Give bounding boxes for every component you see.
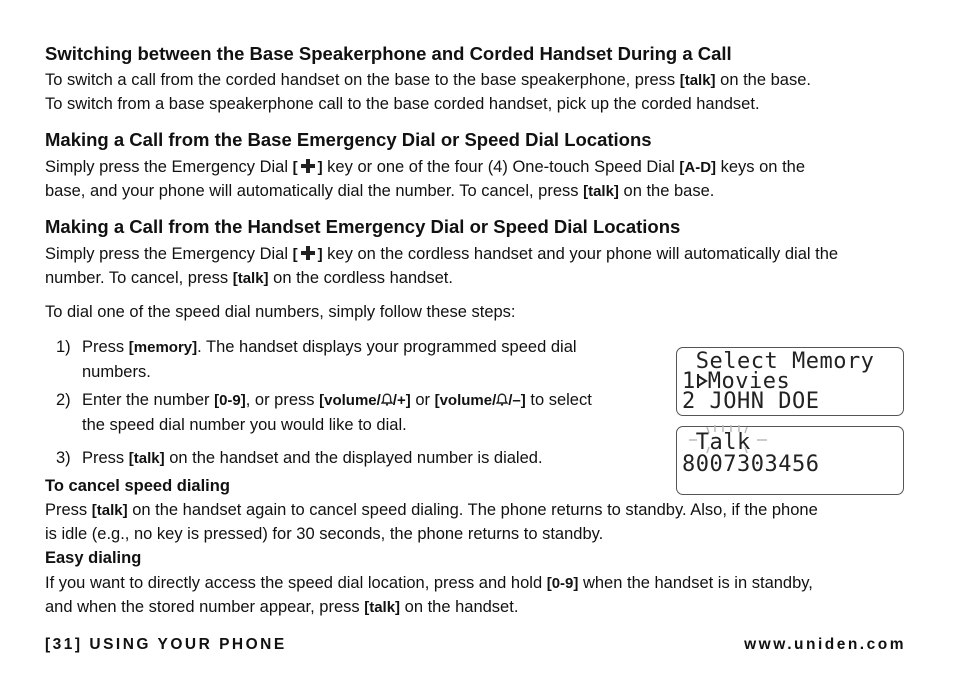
bell-icon (496, 393, 508, 406)
paragraph-easy-2 (45, 595, 518, 620)
text: on the handset and the displayed number is dialed. (164, 449, 543, 467)
text: the speed dial number you would like to dial. (82, 416, 407, 434)
number-keys-label: [0-9] (546, 575, 579, 592)
talk-key-label: [talk] (128, 450, 165, 467)
paragraph-base-2 (45, 179, 714, 204)
text: number. To cancel, press (45, 269, 233, 287)
text: on the base. (618, 182, 715, 200)
bell-icon (381, 393, 393, 406)
text: key or one of the four (4) One-touch Speed Dial (322, 158, 680, 176)
paragraph-switching-1 (45, 68, 811, 93)
steps-intro: To dial one of the speed dial numbers, simply follow these steps: (45, 303, 516, 321)
paragraph-switching-2: To switch from a base speakerphone call to the base corded handset, pick up the corded handset. (45, 95, 760, 113)
text: Simply press the Emergency Dial (45, 245, 293, 263)
text: Movies (707, 369, 791, 394)
arrow-cursor-icon (696, 372, 708, 390)
text: 1 (682, 369, 696, 394)
text: base, and your phone will automatically dial the number. To cancel, press (45, 182, 584, 200)
lcd-line: Select Memory (682, 349, 875, 374)
paragraph-easy-1 (45, 571, 813, 596)
text: on the base. (715, 71, 811, 89)
cross-icon (301, 246, 315, 260)
text: on the handset again to cancel speed dialing. The phone returns to standby. Also, if the phone (127, 501, 818, 519)
step-2-number: 2) (56, 391, 71, 409)
heading-switching: Switching between the Base Speakerphone and Corded Handset During a Call (45, 43, 732, 64)
text: /–] (508, 392, 526, 409)
key-bracket-open: [ (292, 159, 298, 176)
text: on the cordless handset. (268, 269, 453, 287)
step-1-number: 1) (56, 338, 71, 356)
text: Simply press the Emergency Dial (45, 158, 293, 176)
paragraph-cancel-2: is idle (e.g., no key is pressed) for 30 seconds, the phone returns to standby. (45, 525, 604, 543)
text: To switch a call from the corded handset on the base to the base speakerphone, press (45, 71, 680, 89)
text: Press (45, 501, 92, 519)
volume-up-key-label (319, 392, 411, 409)
footer-website: www.uniden.com (744, 636, 906, 653)
lcd-line: 2 JOHN DOE (682, 389, 820, 414)
step-3 (82, 446, 662, 471)
heading-easy-dialing: Easy dialing (45, 549, 142, 567)
text: . The handset displays your programmed speed dial (197, 338, 577, 356)
paragraph-cancel-1 (45, 498, 818, 523)
text: key on the cordless handset and your phone will automatically dial the (322, 245, 839, 263)
text: to select (525, 391, 592, 409)
step-1 (82, 335, 662, 384)
heading-cancel-speed-dialing: To cancel speed dialing (45, 477, 230, 495)
text: Press (82, 338, 129, 356)
text: keys on the (716, 158, 806, 176)
text: /+] (392, 392, 411, 409)
key-bracket-open: [ (292, 246, 298, 263)
text: If you want to directly access the speed dial location, press and hold (45, 574, 547, 592)
text: [volume/ (319, 392, 381, 409)
memory-key-label: [memory] (128, 339, 198, 356)
text: [volume/ (434, 392, 497, 409)
lcd-line: 8007303456 (682, 452, 820, 477)
paragraph-base-1 (45, 155, 805, 180)
text: or (410, 391, 435, 409)
talk-key-label: [talk] (91, 502, 128, 519)
footer-page-label: [31] USING YOUR PHONE (45, 636, 287, 653)
talk-key-label: [talk] (583, 183, 619, 200)
number-keys-label: [0-9] (214, 392, 246, 409)
text: Press (82, 449, 129, 467)
step-3-number: 3) (56, 449, 71, 467)
talk-key-label: [talk] (679, 72, 716, 89)
text: Enter the number (82, 391, 215, 409)
text: and when the stored number appear, press (45, 598, 365, 616)
paragraph-handset-1 (45, 242, 838, 267)
lcd-line: Talk (682, 430, 751, 455)
text: , or press (245, 391, 320, 409)
step-2 (82, 388, 662, 437)
talk-key-label: [talk] (232, 270, 269, 287)
speed-dial-keys-label: [A-D] (679, 159, 717, 176)
text: numbers. (82, 363, 151, 381)
heading-base-emergency: Making a Call from the Base Emergency Dial or Speed Dial Locations (45, 129, 652, 150)
text: when the handset is in standby, (578, 574, 813, 592)
lcd-select-memory (676, 347, 904, 416)
heading-handset-emergency: Making a Call from the Handset Emergency Dial or Speed Dial Locations (45, 216, 681, 237)
text: on the handset. (400, 598, 519, 616)
lcd-talk (676, 426, 904, 495)
paragraph-handset-2 (45, 266, 453, 291)
key-bracket-close: ] (317, 246, 323, 263)
talk-key-label: [talk] (364, 599, 401, 616)
key-bracket-close: ] (317, 159, 323, 176)
cross-icon (301, 159, 315, 173)
volume-down-key-label (435, 392, 526, 409)
